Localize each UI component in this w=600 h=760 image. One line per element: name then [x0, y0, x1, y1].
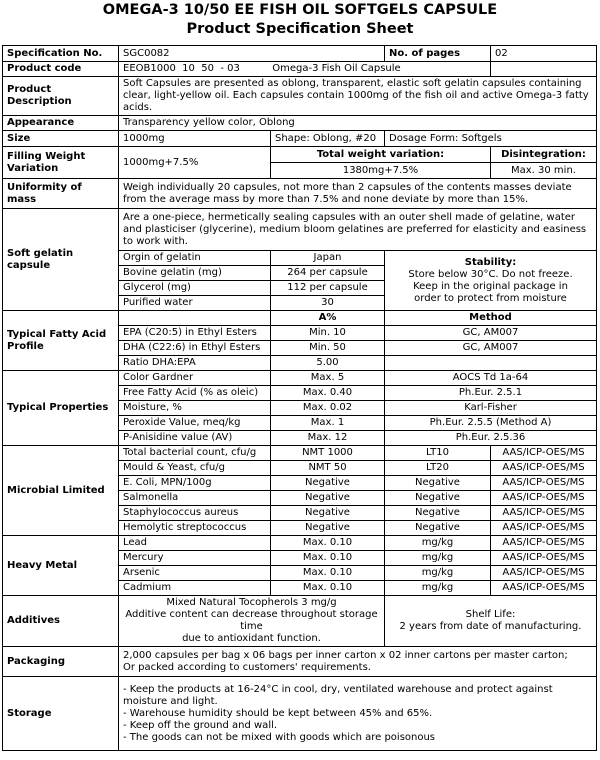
description-label: Product Description	[3, 77, 119, 116]
storage-item: - The goods can not be mixed with goods which are poisonous	[123, 731, 436, 743]
softgel-label: Soft gelatin capsule	[3, 209, 119, 311]
fatty-item-name: DHA (C22:6) in Ethyl Esters	[119, 341, 271, 356]
microbial-name: Total bacterial count, cfu/g	[119, 446, 271, 461]
additives-label: Additives	[3, 596, 119, 647]
additives-line: due to antioxidant function.	[182, 633, 321, 644]
fatty-item-value: 5.00	[271, 356, 385, 371]
property-name: Color Gardner	[119, 371, 271, 386]
spec-label: Specification No.	[3, 46, 119, 62]
property-method: Ph.Eur. 2.5.5 (Method A)	[385, 416, 597, 431]
product-code-row	[3, 62, 597, 77]
properties-label: Typical Properties	[3, 371, 119, 446]
microbial-unit: Negative	[385, 491, 491, 506]
property-value: Max. 0.02	[271, 401, 385, 416]
property-name: Free Fatty Acid (% as oleic)	[119, 386, 271, 401]
size-row	[3, 131, 597, 147]
property-method: Ph.Eur. 2.5.36	[385, 431, 597, 446]
storage-item: - Keep the products at 16-24°C in cool, dry, ventilated warehouse and protect against moisture and light.	[123, 683, 553, 707]
microbial-name: E. Coli, MPN/100g	[119, 476, 271, 491]
property-value: Max. 5	[271, 371, 385, 386]
fatty-item-method	[385, 356, 597, 371]
microbial-value: Negative	[271, 491, 385, 506]
filling-value: 1000mg+7.5%	[119, 147, 271, 179]
microbial-method: AAS/ICP-OES/MS	[491, 506, 597, 521]
fatty-item-name: Ratio DHA:EPA	[119, 356, 271, 371]
storage-text	[119, 677, 597, 751]
document-title	[0, 0, 600, 39]
heavy-value: Max. 0.10	[271, 581, 385, 596]
product-code: EEOB1000 10 50 - 03	[123, 63, 240, 74]
property-method: Ph.Eur. 2.5.1	[385, 386, 597, 401]
microbial-name: Mould & Yeast, cfu/g	[119, 461, 271, 476]
filling-row-1	[3, 147, 597, 163]
size-shape: Shape: Oblong, #20	[271, 131, 385, 147]
additives-line: Mixed Natural Tocopherols 3 mg/g	[166, 597, 337, 608]
heavy-method: AAS/ICP-OES/MS	[491, 536, 597, 551]
appearance-label: Appearance	[3, 116, 119, 131]
description-text: Soft Capsules are presented as oblong, transparent, elastic soft gelatin capsules containing clear, light-yellow oil. Each capsules contain 1000mg of the fish oil and active Omega-3 fatty acids.	[119, 77, 597, 116]
microbial-name: Salmonella	[119, 491, 271, 506]
fatty-item-method: GC, AM007	[385, 341, 597, 356]
spec-value: SGC0082	[119, 46, 385, 62]
total-weight-label: Total weight variation:	[271, 147, 491, 163]
additives-line: Additive content can decrease throughout storage time	[125, 609, 378, 632]
stability-line: Store below 30°C. Do not freeze.	[408, 268, 573, 280]
product-name: Omega-3 Fish Oil Capsule	[272, 63, 401, 74]
fatty-col-a: A%	[271, 311, 385, 326]
packaging-line: Or packed according to customers' requirements.	[123, 661, 371, 673]
property-name: Moisture, %	[119, 401, 271, 416]
packaging-row	[3, 647, 597, 677]
property-name: Peroxide Value, meq/kg	[119, 416, 271, 431]
fatty-header-row	[3, 311, 597, 326]
property-method: Karl-Fisher	[385, 401, 597, 416]
spec-row	[3, 46, 597, 62]
shelf-life-text: 2 years from date of manufacturing.	[399, 621, 582, 632]
storage-label: Storage	[3, 677, 119, 751]
title-line-2: Product Specification Sheet	[186, 21, 414, 37]
shelf-life-title: Shelf Life:	[465, 609, 516, 620]
softgel-desc-row	[3, 209, 597, 251]
product-code-blank	[491, 62, 597, 77]
uniformity-text: Weigh individually 20 capsules, not more than 2 capsules of the contents masses deviate from the average mass by more than 7.5% and none deviate by more than 15%.	[119, 179, 597, 209]
microbial-name: Hemolytic streptococcus	[119, 521, 271, 536]
microbial-value: NMT 1000	[271, 446, 385, 461]
property-method: AOCS Td 1a-64	[385, 371, 597, 386]
uniformity-row	[3, 179, 597, 209]
property-value: Max. 12	[271, 431, 385, 446]
softgel-item-name: Purified water	[119, 296, 271, 311]
heavy-label: Heavy Metal	[3, 536, 119, 596]
product-code-value	[119, 62, 491, 77]
microbial-method: AAS/ICP-OES/MS	[491, 476, 597, 491]
softgel-item-name: Bovine gelatin (mg)	[119, 266, 271, 281]
microbial-unit: LT10	[385, 446, 491, 461]
pages-value: 02	[491, 46, 597, 62]
spec-sheet	[2, 45, 596, 751]
heavy-name: Arsenic	[119, 566, 271, 581]
heavy-row	[3, 536, 597, 551]
heavy-method: AAS/ICP-OES/MS	[491, 566, 597, 581]
disintegration-value: Max. 30 min.	[491, 163, 597, 179]
microbial-unit: Negative	[385, 506, 491, 521]
packaging-label: Packaging	[3, 647, 119, 677]
total-weight-value: 1380mg+7.5%	[271, 163, 491, 179]
appearance-row	[3, 116, 597, 131]
property-value: Max. 1	[271, 416, 385, 431]
filling-label: Filling Weight Variation	[3, 147, 119, 179]
pages-label: No. of pages	[385, 46, 491, 62]
microbial-method: AAS/ICP-OES/MS	[491, 446, 597, 461]
additives-row	[3, 596, 597, 647]
fatty-item-name: EPA (C20:5) in Ethyl Esters	[119, 326, 271, 341]
property-value: Max. 0.40	[271, 386, 385, 401]
uniformity-label: Uniformity of mass	[3, 179, 119, 209]
microbial-unit: Negative	[385, 476, 491, 491]
microbial-method: AAS/ICP-OES/MS	[491, 521, 597, 536]
fatty-item-value: Min. 10	[271, 326, 385, 341]
microbial-method: AAS/ICP-OES/MS	[491, 491, 597, 506]
microbial-method: AAS/ICP-OES/MS	[491, 461, 597, 476]
microbial-name: Staphylococcus aureus	[119, 506, 271, 521]
softgel-text: Are a one-piece, hermetically sealing capsules with an outer shell made of gelatine, water and plasticiser (glycerine), medium bloom gelatines are preferred for elasticity and easiness to work with.	[119, 209, 597, 251]
shelf-life-cell	[385, 596, 597, 647]
appearance-text: Transparency yellow color, Oblong	[119, 116, 597, 131]
size-label: Size	[3, 131, 119, 147]
stability-title: Stability:	[464, 256, 517, 268]
heavy-method: AAS/ICP-OES/MS	[491, 581, 597, 596]
softgel-item-value: Japan	[271, 251, 385, 266]
softgel-item-name: Orgin of gelatin	[119, 251, 271, 266]
microbial-value: NMT 50	[271, 461, 385, 476]
packaging-text	[119, 647, 597, 677]
fatty-col-method: Method	[385, 311, 597, 326]
title-line-1: OMEGA-3 10/50 EE FISH OIL SOFTGELS CAPSULE	[102, 2, 498, 18]
disintegration-label: Disintegration:	[491, 147, 597, 163]
storage-list	[123, 684, 592, 744]
heavy-unit: mg/kg	[385, 566, 491, 581]
size-dosage: Dosage Form: Softgels	[385, 131, 597, 147]
fatty-header-blank	[119, 311, 271, 326]
heavy-method: AAS/ICP-OES/MS	[491, 551, 597, 566]
microbial-row	[3, 446, 597, 461]
stability-line: Keep in the original package in	[413, 280, 568, 292]
size-value: 1000mg	[119, 131, 271, 147]
softgel-item-name: Glycerol (mg)	[119, 281, 271, 296]
heavy-name: Mercury	[119, 551, 271, 566]
fatty-item-method: GC, AM007	[385, 326, 597, 341]
storage-item: - Keep off the ground and wall.	[123, 719, 278, 731]
heavy-value: Max. 0.10	[271, 551, 385, 566]
softgel-item-value: 264 per capsule	[271, 266, 385, 281]
description-row	[3, 77, 597, 116]
properties-row	[3, 371, 597, 386]
microbial-label: Microbial Limited	[3, 446, 119, 536]
stability-line: order to protect from moisture	[414, 292, 567, 304]
heavy-value: Max. 0.10	[271, 566, 385, 581]
softgel-item-value: 112 per capsule	[271, 281, 385, 296]
microbial-value: Negative	[271, 506, 385, 521]
microbial-unit: Negative	[385, 521, 491, 536]
stability-cell	[385, 251, 597, 311]
heavy-name: Cadmium	[119, 581, 271, 596]
softgel-item-value: 30	[271, 296, 385, 311]
heavy-unit: mg/kg	[385, 536, 491, 551]
product-code-label: Product code	[3, 62, 119, 77]
heavy-unit: mg/kg	[385, 581, 491, 596]
heavy-value: Max. 0.10	[271, 536, 385, 551]
additives-text	[119, 596, 385, 647]
property-name: P-Anisidine value (AV)	[119, 431, 271, 446]
heavy-unit: mg/kg	[385, 551, 491, 566]
microbial-unit: LT20	[385, 461, 491, 476]
spec-table	[2, 45, 597, 751]
storage-item: - Warehouse humidity should be kept between 45% and 65%.	[123, 707, 433, 719]
fatty-item-value: Min. 50	[271, 341, 385, 356]
microbial-value: Negative	[271, 476, 385, 491]
fatty-label: Typical Fatty Acid Profile	[3, 311, 119, 371]
storage-row	[3, 677, 597, 751]
packaging-line: 2,000 capsules per bag x 06 bags per inner carton x 02 inner cartons per master carton;	[123, 649, 568, 661]
heavy-name: Lead	[119, 536, 271, 551]
microbial-value: Negative	[271, 521, 385, 536]
